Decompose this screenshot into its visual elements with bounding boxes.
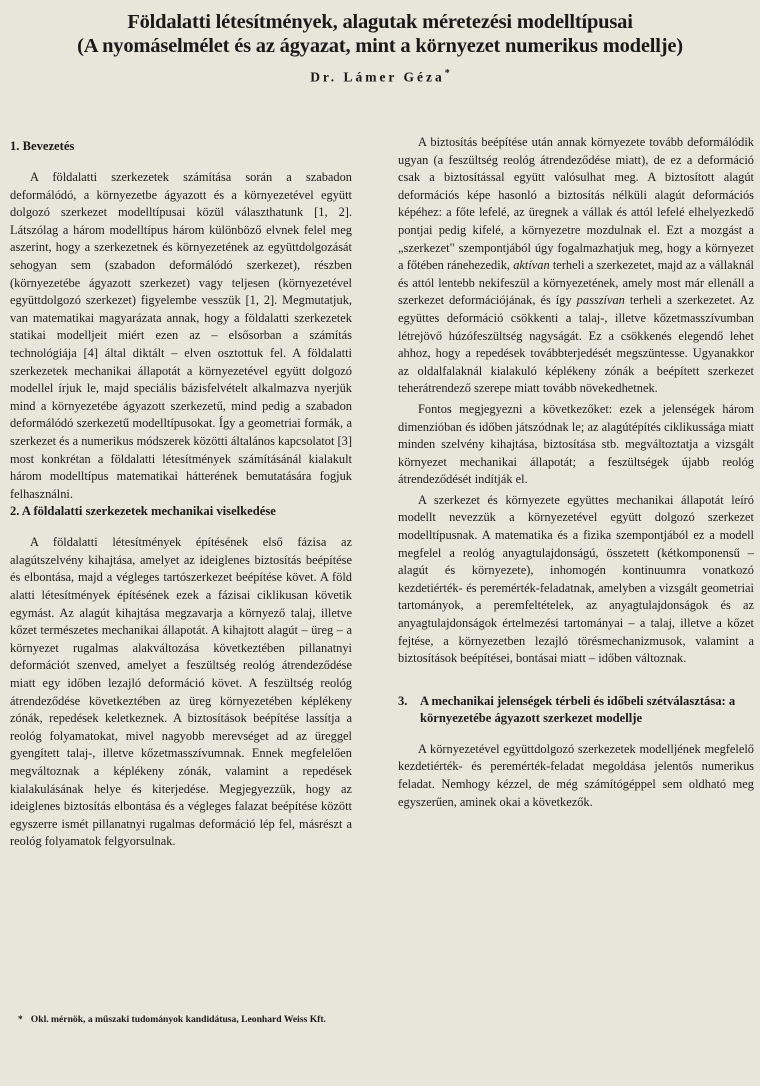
section-3-paragraph: A környezetével együttdolgozó szerkezetek modelljének megfelelő kezdetiérték- és peremérték-feladat megoldása jelentős numerikus feladat. Nemhogy kézzel, de még számítógéppel sem oldható meg egyszerűen, aminek okai a következők. [398,741,754,809]
right-paragraph-3: A szerkezet és környezete együttes mechanikai állapotát leíró modellt nevezzük a környezetével együtt dolgozó szerkezet modelltípusnak. A matematika és a fizika szempontjából ez a modell megfelel a reológ anyagtulajdonságú, összetett (kétkomponensű – alagút és környezete), inhomogén kontinuumra vonatkozó kezdetiérték- és peremérték-feladatnak, amelyben a vizsgált geometriai tartományok, a peremfeltételek, az anyagtulajdonságok és az anyagtulajdonságok értelmezési tartományai – a talaj, illetve a kőzet fejtése, a környezetben lezajló törésmechanizmusok, valamint a biztosítások beépítései, bontásai miatt – időben változnak. [398,492,754,666]
author [0,68,760,86]
footnote [18,1014,326,1025]
author-footnote-mark: * [444,68,450,79]
footnote-mark: * [18,1014,23,1025]
author-name: Dr. Lámer Géza [310,69,445,85]
emphasis-passzivan: passzívan [576,293,625,308]
emphasis-aktivan: aktívan [513,258,550,273]
title-block [0,10,760,86]
right-paragraph-2: Fontos megjegyezni a következőket: ezek a jelenségek három dimenzióban és időben játszódnak le; az alagútépítés ciklikussága miatt minden szelvény kihajtása, biztosítása stb. megváltoztatja a vizsgált környezet mechanikai állapotát; a feszültségek újabb reológ átrendeződését indítják el. [398,401,754,487]
section-3-number: 3. [398,693,408,708]
section-2-paragraph: A földalatti létesítmények építésének első fázisa az alagútszelvény kihajtása, amelyet az ideiglenes biztosítás beépítése és elbontása, majd a végleges tartószerkezet beépítése követ. A föld alatti létesítmények építésének ezek a fázisai ciklikusan követik egymást. Az alagút kihajtása megzavarja a környező talaj, illetve kőzet természetes mechanikai állapotát. A kihajtott alagút – üreg – a környezet rugalmas alakváltozása következtében pillanatnyi deformációt szenved, amelyet a feszültség reológ átrendeződése miatt egy időben lezajló deformáció követ. A feszültség reológ átrendeződése következtében az üreg környezetében képlékeny zónák, repedések keletkeznek. A biztosítások beépítése lassítja a reológ folyamatokat, mivel nagyobb merevséget ad az üreggel gyengített talaj-, illetve kőzetmasszívumnak. Ennek megfelelően megváltoznak a képlékeny zónák, valamint a repedések kialakulásának helye és kiterjedése. Megjegyezzük, hogy az ideiglenes biztosítás elbontása és a végleges falazat beépítése között egyszerre ismét pillanatnyi rugalmas deformáció lép fel, másrészt a reológ folyamatok felgyorsulnak. [10,535,352,849]
section-3-title: A mechanikai jelenségek térbeli és időbeli szétválasztása: a környezetébe ágyazott szerkezet modellje [420,693,736,725]
right-column [398,134,754,811]
right-paragraph-1: A biztosítás beépítése után annak környezete tovább deformálódik ugyan (a feszültség reológ átrendeződése miatt), de ez a deformáció csak a biztosítással együtt valósulhat meg. A biztosított alagút deformációs képe hasonló a biztosítás nélküli alagút deformációs képéhez: a főte lefelé, az üregnek a vállak és attól lefelé elhelyezkedő pontjai pedig kifelé, a környezetre mozdulnak el. Ezt a mozgást a „szerkezet" szempontjából úgy fogalmazhatjuk meg, hogy a környezet a főtében ránehezedik, aktívan terheli a szerkezetet, majd az a vállaknál és attól lentebb nekifeszül a környezetének, amely most már ellenáll a szerkezet deformációjának, és így passzívan terheli a szerkezetet. Az együttes deformáció csökkenti a talaj-, illetve kőzetmasszívumban létrejövő húzófeszültség nagyságát. Ez a csökkenés elegendő lehet ahhoz, hogy a repedések továbbterjedését megszüntesse. Ugyanakkor az oldalfalaknál kialakuló képlékeny zónák a beépített szerkezet teherátrendező szerepe miatt tovább növekedhetnek. [398,135,754,396]
page-subtitle: (A nyomáselmélet és az ágyazat, mint a környezet numerikus modellje) [77,35,683,57]
section-1-paragraph: A földalatti szerkezetek számítása során a szabadon deformálódó, a környezetbe ágyazott és a környezetével együtt dolgozó szerkezet modelltípusai közül választhatunk [1, 2]. Látszólag a három modelltípus három különböző elvnek felel meg aszerint, hogy a szerkezetnek és környezetének az együttdolgozását sehogyan sem (szabadon deformálódó szerkezet), részben (környezetébe ágyazott szerkezet) vagy teljesen (környezetével együttdolgozó szerkezet) figyelembe vesszük [1, 2]. Megmutatjuk, van matematikai magyarázata annak, hogy a földalatti szerkezetek statikai modelljeit miért ezen az – elsősorban a számítás technológiája [4] által diktált – elven osztottuk fel. A földalatti szerkezetek mechanikai állapotát a környezetével együtt dolgozó modellel írjuk le, majd speciális bázisfelvételt alkalmazva nyerjük mind a környezetébe ágyazott szerkezetű, mind pedig a szabadon deformálódó szerkezetű modelltípusokat. Így a geometriai formák, a szerkezet és a numerikus módszerek közötti általános kapcsolatot [3] most konkrétan a földalatti létesítmények számításánál kialakult három modelltípus matematikai hátterének bemutatására fogjuk felhasználni. [10,170,352,501]
footnote-text: Okl. mérnök, a műszaki tudományok kandidátusa, Leonhard Weiss Kft. [30,1014,326,1025]
section-3-heading [398,693,754,727]
page-title: Földalatti létesítmények, alagutak méretezési modelltípusai [127,11,633,33]
left-column [10,138,352,851]
section-2-heading: 2. A földalatti szerkezetek mechanikai viselkedése [10,504,276,519]
section-1-heading: 1. Bevezetés [10,139,75,153]
